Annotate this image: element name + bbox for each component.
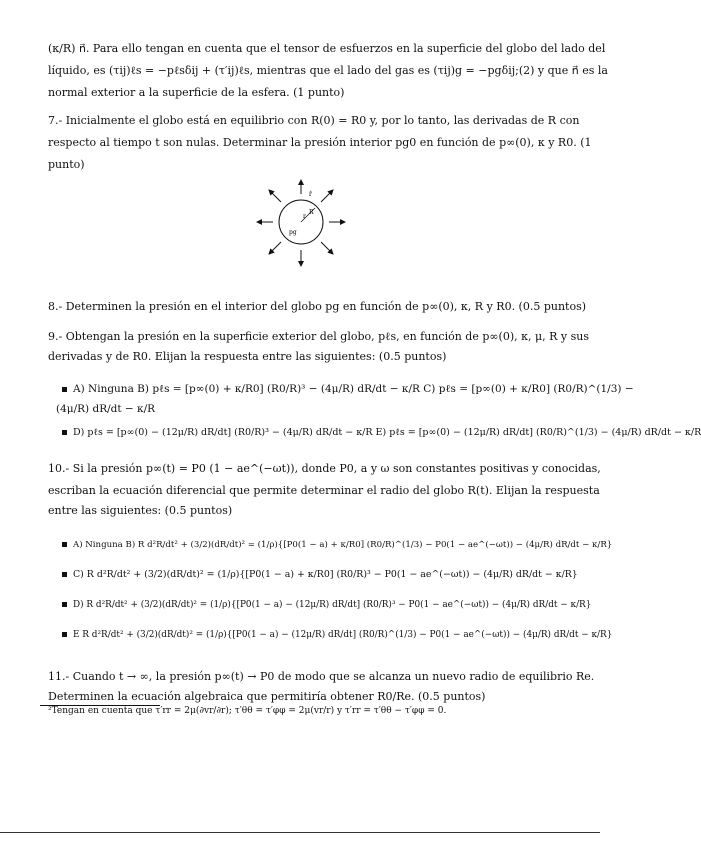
intro-line-2: líquido, es (τij)ℓs = −pℓsδij + (τ′ij)ℓs, mientras que el lado del gas es (τij)g = −pgδij;(2) y que n⃗ es la	[48, 64, 608, 77]
q8: 8.- Determinen la presión en el interior del globo pg en función de p∞(0), κ, R y R0. (0.5 puntos)	[48, 300, 587, 313]
fig-label-pg: pg	[289, 229, 297, 236]
q10-line-1: 10.- Si la presión p∞(t) = P0 (1 − ae^(−ωt)), donde P0, a y ω son constantes positivas y conocidas,	[48, 462, 601, 475]
q7-line-1: 7.- Inicialmente el globo está en equilibrio con R(0) = R0 y, por lo tanto, las derivadas de R con	[48, 114, 580, 127]
fig-label-rhat: r̂	[309, 191, 312, 198]
bullet	[62, 632, 67, 637]
intro-line-1: (κ/R) n⃗. Para ello tengan en cuenta que el tensor de esfuerzos en la superficie del globo del lado del	[48, 42, 606, 55]
q7-line-3: punto)	[48, 158, 85, 171]
q9-option-row-1-cont: (4μ/R) dR/dt − κ/R	[56, 403, 156, 415]
page-bottom-rule	[0, 832, 600, 833]
q11-line-2: Determinen la ecuación algebraica que permitiría obtener R0/Re. (0.5 puntos)	[48, 690, 486, 703]
q9-line-2: derivadas y de R0. Elijan la respuesta entre las siguientes: (0.5 puntos)	[48, 350, 447, 363]
q10-line-3: entre las siguientes: (0.5 puntos)	[48, 504, 233, 517]
fig-label-r: r	[303, 213, 306, 220]
bubble-figure	[245, 172, 357, 272]
intro-line-3: normal exterior a la superficie de la esfera. (1 punto)	[48, 86, 345, 99]
q7-line-2: respecto al tiempo t son nulas. Determinar la presión interior pg0 en función de p∞(0), κ y R0. (1	[48, 136, 592, 149]
q11-line-1: 11.- Cuando t → ∞, la presión p∞(t) → P0 de modo que se alcanza un nuevo radio de equilibrio Re.	[48, 670, 595, 683]
bullet	[62, 387, 67, 392]
q10-option-e-text: E R d²R/dt² + (3/2)(dR/dt)² = (1/ρ){[P0(1 − a) − (12μ/R) dR/dt] (R0/R)^(1/3) − P0(1 − ae^(−ωt)) − (4μ/R) dR/dt − κ/R}	[73, 630, 613, 640]
bullet	[62, 602, 67, 607]
bullet	[62, 430, 67, 435]
q10-option-c[interactable]	[62, 568, 578, 582]
footnote: ²Tengan en cuenta que τ′rr = 2μ(∂vr/∂r); τ′θθ = τ′φφ = 2μ(vr/r) y τ′rr = τ′θθ − τ′φφ = 0.	[48, 706, 447, 716]
q9-option-row-1[interactable]	[62, 382, 634, 396]
q10-option-d-text: D) R d²R/dt² + (3/2)(dR/dt)² = (1/ρ){[P0(1 − a) − (12μ/R) dR/dt] (R0/R)³ − P0(1 − ae^(−ωt)) − (4μ/R) dR/dt − κ/R}	[73, 600, 592, 610]
q10-option-c-text: C) R d²R/dt² + (3/2)(dR/dt)² = (1/ρ){[P0(1 − a) + κ/R0] (R0/R)³ − P0(1 − ae^(−ωt)) − (4μ/R) dR/dt − κ/R}	[73, 569, 578, 580]
q9-line-1: 9.- Obtengan la presión en la superficie exterior del globo, pℓs, en función de p∞(0), κ, μ, R y sus	[48, 330, 590, 343]
q10-option-ab[interactable]	[62, 538, 612, 552]
fig-label-R: R	[309, 209, 314, 216]
q9-option-row-2[interactable]	[62, 426, 701, 440]
q10-option-e[interactable]	[62, 628, 612, 642]
bullet	[62, 542, 67, 547]
q10-option-d[interactable]	[62, 598, 591, 612]
q10-option-ab-text: A) Ninguna B) R d²R/dt² + (3/2)(dR/dt)² = (1/ρ){[P0(1 − a) + κ/R0] (R0/R)^(1/3) − P0(1 − ae^(−ωt)) − (4μ/R) dR/dt − κ/R}	[73, 540, 613, 550]
q10-line-2: escriban la ecuación diferencial que permite determinar el radio del globo R(t). Elijan la respuesta	[48, 484, 600, 497]
bullet	[62, 572, 67, 577]
q9-options-abc: A) Ninguna B) pℓs = [p∞(0) + κ/R0] (R0/R)³ − (4μ/R) dR/dt − κ/R C) pℓs = [p∞(0) + κ/R0] (R0/R)^(1/3) −	[73, 383, 634, 395]
q9-options-de: D) pℓs = [p∞(0) − (12μ/R) dR/dt] (R0/R)³ − (4μ/R) dR/dt − κ/R E) pℓs = [p∞(0) − (12μ/R) dR/dt] (R0/R)^(1/3) − (4μ/R) dR/dt − κ/R	[73, 427, 701, 438]
